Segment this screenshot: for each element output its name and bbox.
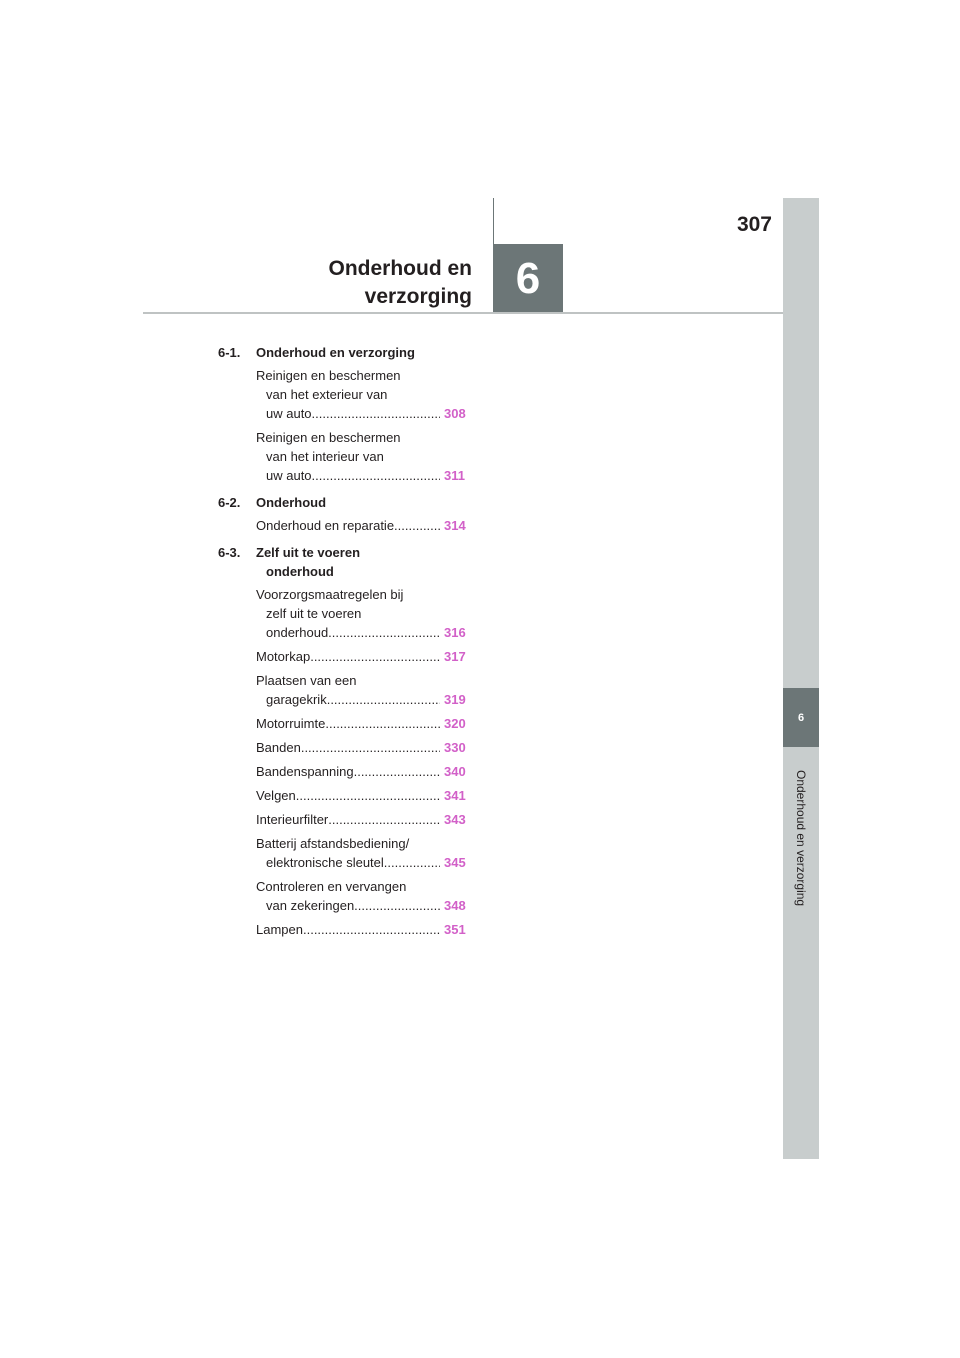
toc-dot-leader (312, 404, 440, 423)
toc-entry-text: Reinigen en beschermen (256, 430, 401, 445)
toc-entry[interactable] (256, 585, 478, 642)
chapter-title-line: Onderhoud en (328, 257, 472, 280)
toc-page-link[interactable]: 316 (444, 625, 466, 640)
toc-entry-text: zelf uit te voeren (266, 606, 362, 621)
header-rule (143, 312, 783, 314)
toc-entry-text: Lampen (256, 922, 303, 937)
toc-dot-leader (328, 810, 440, 829)
toc-page-link[interactable]: 340 (444, 764, 466, 779)
toc-dot-leader (312, 466, 440, 485)
toc-page-link[interactable]: 330 (444, 740, 466, 755)
chapter-title (250, 255, 472, 311)
toc-section-heading (218, 343, 478, 362)
toc-page-link[interactable]: 348 (444, 898, 466, 913)
toc-entry-text: Bandenspanning (256, 764, 354, 779)
toc-page-link[interactable]: 311 (444, 468, 465, 483)
toc-entry-text: Onderhoud en reparatie (256, 518, 395, 533)
toc-dot-leader (394, 516, 440, 535)
toc-entry-text: van zekeringen (266, 898, 355, 913)
toc-entry[interactable] (256, 834, 478, 872)
toc-section-title (256, 343, 415, 362)
side-tab-strip (783, 198, 819, 1159)
toc-dot-leader (384, 853, 440, 872)
toc-section-title-line: Zelf uit te voeren (256, 545, 361, 560)
toc-section-title (256, 543, 360, 581)
toc-page-link[interactable]: 345 (444, 855, 466, 870)
toc-entry[interactable] (256, 786, 478, 805)
toc-entry-text: Motorruimte (256, 716, 326, 731)
toc-entry[interactable] (256, 920, 478, 939)
toc-page-link[interactable]: 320 (444, 716, 466, 731)
toc-entry[interactable] (256, 366, 478, 423)
toc-dot-leader (354, 762, 440, 781)
toc-section-heading (218, 493, 478, 512)
side-tab-label: Onderhoud en verzorging (794, 769, 808, 907)
toc-section-number: 6-1. (218, 345, 241, 360)
toc-dot-leader (328, 623, 440, 642)
toc-entry-text: van het interieur van (266, 449, 384, 464)
toc-entry-text: elektronische sleutel (266, 855, 384, 870)
chapter-number-box (493, 244, 563, 314)
toc-page-link[interactable]: 351 (444, 922, 466, 937)
toc-entry[interactable] (256, 671, 478, 709)
chapter-title-line: verzorging (364, 285, 472, 308)
toc-section-number: 6-3. (218, 545, 241, 560)
toc-entry-text: Voorzorgsmaatregelen bij (256, 587, 404, 602)
toc-page-link[interactable]: 343 (444, 812, 466, 827)
toc-entry-text: Plaatsen van een (256, 673, 357, 688)
toc-dot-leader (325, 714, 440, 733)
toc-dot-leader (310, 647, 440, 666)
toc-page-link[interactable]: 317 (444, 649, 466, 664)
toc-entry[interactable] (256, 516, 478, 535)
page-number: 307 (736, 213, 772, 236)
toc-entry-text: onderhoud (266, 625, 329, 640)
toc-entry[interactable] (256, 714, 478, 733)
toc-section-title (256, 493, 326, 512)
toc-entry[interactable] (256, 647, 478, 666)
toc-entry-text: Batterij afstandsbediening/ (256, 836, 410, 851)
header-divider-vertical (493, 198, 494, 245)
toc-section-title-line: Onderhoud (256, 495, 327, 510)
toc-dot-leader (301, 738, 440, 757)
toc-entry[interactable] (256, 738, 478, 757)
toc-dot-leader (296, 786, 440, 805)
toc-dot-leader (303, 920, 440, 939)
side-tab-label-wrap (783, 758, 819, 918)
toc-entry[interactable] (256, 428, 478, 485)
toc-section-title-line: Onderhoud en verzorging (256, 345, 415, 360)
side-tab-active[interactable] (783, 688, 819, 747)
toc-entry[interactable] (256, 877, 478, 915)
side-tab-number: 6 (797, 711, 805, 724)
toc-entry[interactable] (256, 762, 478, 781)
toc-entry-text: garagekrik (266, 692, 327, 707)
toc-dot-leader (327, 690, 440, 709)
toc-page-link[interactable]: 341 (444, 788, 466, 803)
toc-entry-text: Interieurfilter (256, 812, 329, 827)
toc-entry-text: van het exterieur van (266, 387, 388, 402)
toc-entry-text: uw auto (266, 406, 312, 421)
chapter-number: 6 (515, 254, 541, 303)
toc-page-link[interactable]: 319 (444, 692, 466, 707)
toc-page-link[interactable]: 314 (444, 518, 466, 533)
table-of-contents (218, 343, 478, 944)
toc-entry-text: Velgen (256, 788, 296, 803)
toc-entry-text: Banden (256, 740, 301, 755)
toc-entry-text: Reinigen en beschermen (256, 368, 401, 383)
toc-section-heading (218, 543, 478, 581)
toc-entry-text: Motorkap (256, 649, 311, 664)
toc-section-number: 6-2. (218, 495, 241, 510)
toc-entry[interactable] (256, 810, 478, 829)
toc-entry-text: uw auto (266, 468, 312, 483)
toc-page-link[interactable]: 308 (444, 406, 466, 421)
toc-dot-leader (354, 896, 440, 915)
toc-section-title-line: onderhoud (266, 564, 334, 579)
toc-entry-text: Controleren en vervangen (256, 879, 407, 894)
